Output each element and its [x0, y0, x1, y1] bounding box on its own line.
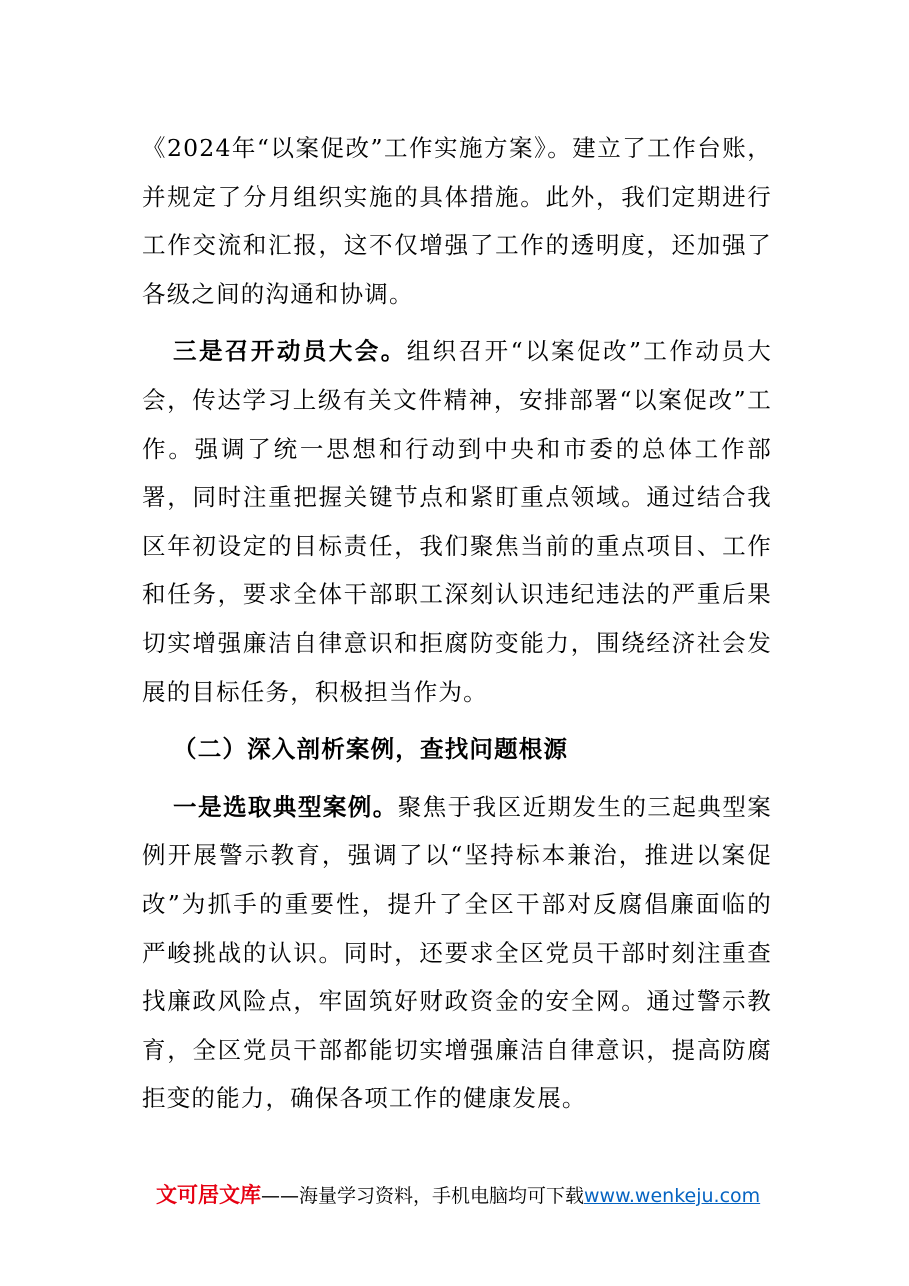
- footer-slogan: ——海量学习资料，手机电脑均可下载: [261, 1185, 585, 1207]
- paragraph-typical-cases: [142, 783, 772, 1123]
- document-body: [142, 124, 772, 1132]
- footer-website-link[interactable]: www.wenkeju.com: [584, 1185, 761, 1207]
- section-heading: （二）深入剖析案例，查找问题根源: [173, 735, 569, 764]
- page-footer: [156, 1180, 796, 1211]
- paragraph-mobilization-meeting: [142, 327, 772, 716]
- paragraph-lead: 一是选取典型案例。: [173, 792, 398, 821]
- paragraph-text: 《2024年“以案促改”工作实施方案》。建立了工作台账，并规定了分月组织实施的具体措施。此外，我们定期进行工作交流和汇报，这不仅增强了工作的透明度，还加强了各级之间的沟通和协调。: [142, 134, 772, 308]
- paragraph-text: 聚焦于我区近期发生的三起典型案例开展警示教育，强调了以“坚持标本兼治，推进以案促改”为抓手的重要性，提升了全区干部对反腐倡廉面临的严峻挑战的认识。同时，还要求全区党员干部时刻注重查找廉政风险点，牢固筑好财政资金的安全网。通过警示教育，全区党员干部都能切实增强廉洁自律意识，提高防腐拒变的能力，确保各项工作的健康发展。: [142, 792, 773, 1113]
- paragraph-text: 组织召开“以案促改”工作动员大会，传达学习上级有关文件精神，安排部署“以案促改”工作。强调了统一思想和行动到中央和市委的总体工作部署，同时注重把握关键节点和紧盯重点领域。通过结合我区年初设定的目标责任，我们聚焦当前的重点项目、工作和任务，要求全体干部职工深刻认识违纪违法的严重后果切实增强廉洁自律意识和拒腐防变能力，围绕经济社会发展的目标任务，积极担当作为。: [142, 337, 772, 706]
- footer-brand: 文可居文库: [156, 1183, 261, 1207]
- paragraph-continuation: [142, 124, 772, 318]
- paragraph-lead: 三是召开动员大会。: [173, 337, 407, 366]
